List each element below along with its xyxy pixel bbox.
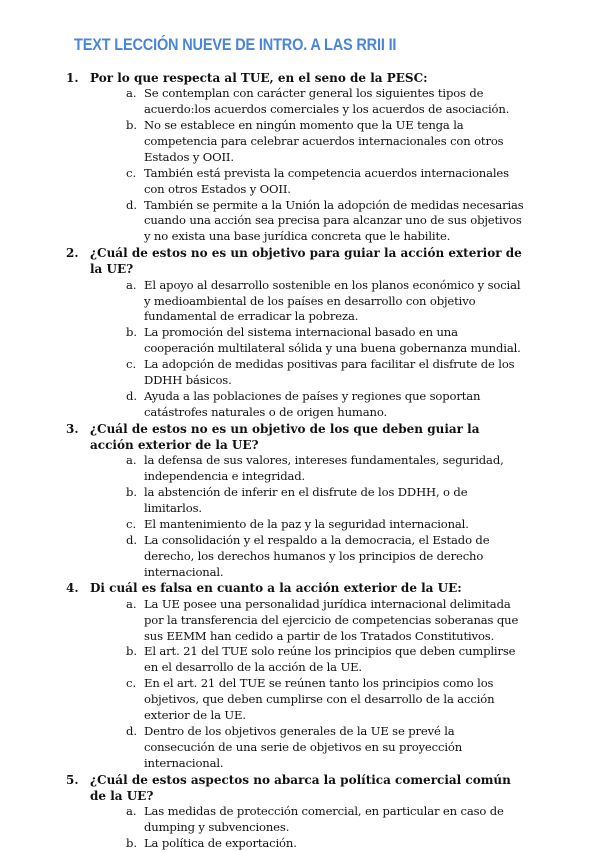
option-letter: d. [126,389,138,404]
option-letter: b. [126,118,138,133]
option-text: El mantenimiento de la paz y la seguridad internacional. [144,516,469,531]
option-d [126,389,526,421]
question-number: 4. [66,581,79,596]
option-b [126,118,526,166]
question-number: 1. [66,71,79,85]
option-letter: a. [126,596,137,611]
option-text: La política de exportación. [144,835,297,850]
option-text: La consolidación y el respaldo a la democracia, el Estado de derecho, los derechos humanos y los principios de derecho internacional. [144,532,490,579]
option-a [126,453,526,485]
option-letter: b. [126,485,138,500]
option-letter: a. [126,804,137,819]
option-text: La adopción de medidas positivas para facilitar el disfrute de los DDHH básicos. [144,357,515,388]
question-5 [66,772,526,852]
option-b [126,644,526,676]
option-a [126,596,526,645]
question-text: Di cuál es falsa en cuanto a la acción exterior de la UE: [90,581,462,596]
question-number: 3. [66,421,79,436]
option-letter: d. [126,532,138,547]
option-letter: d. [126,197,138,212]
option-text: la abstención de inferir en el disfrute de los DDHH, o de limitarlos. [144,485,468,515]
option-list [86,453,526,580]
option-a [126,277,526,326]
option-a [126,86,526,118]
option-letter: c. [126,676,137,691]
option-text: El art. 21 del TUE solo reúne los principios que deben cumplirse en el desarrollo de la acción de la UE. [144,644,516,675]
question-text: ¿Cuál de estos no es un objetivo para guiar la acción exterior de la UE? [90,246,522,277]
option-text: Se contemplan con carácter general los siguientes tipos de acuerdo:los acuerdos comerciales y los acuerdos de asociación. [144,86,510,117]
option-b [126,325,526,357]
question-list [66,70,526,852]
option-letter: b. [126,835,138,850]
option-text: En el art. 21 del TUE se reúnen tanto los principios como los objetivos, que deben cumplirse con el desarrollo de la acción exterior de la UE. [144,676,495,723]
question-number: 2. [66,246,79,261]
option-list [86,86,526,245]
option-c [126,516,526,533]
option-d [126,532,526,581]
option-b [126,485,526,517]
option-text: La promoción del sistema internacional basado en una cooperación multilateral sólida y una buena gobernanza mundial. [144,325,521,356]
question-text: Por lo que respecta al TUE, en el seno de la PESC: [90,71,428,85]
option-letter: a. [126,453,137,468]
option-a [126,804,526,836]
option-letter: a. [126,277,137,292]
question-text: ¿Cuál de estos no es un objetivo de los que deben guiar la acción exterior de la UE? [90,421,480,453]
option-letter: b. [126,325,138,340]
option-text: La UE posee una personalidad jurídica internacional delimitada por la transferencia del ejercicio de competencias soberanas que sus EEMM han cedido a partir de los Tratados Constitutivos. [144,596,519,643]
question-4 [66,580,526,771]
option-letter: d. [126,723,138,738]
option-text: También está prevista la competencia acuerdos internacionales con otros Estados y OOII. [144,165,509,196]
document-title: TEXT LECCIÓN NUEVE DE INTRO. A LAS RRII II [74,36,397,54]
question-1 [66,70,526,245]
option-letter: c. [126,357,137,372]
option-text: Ayuda a las poblaciones de países y regiones que soportan catástrofes naturales o de origen humano. [144,389,481,419]
option-c [126,357,526,389]
option-text: Dentro de los objetivos generales de la UE se prevé la consecución de una serie de objetivos en su proyección internacional. [144,723,463,770]
option-text: la defensa de sus valores, intereses fundamentales, seguridad, independencia e integridad. [144,453,504,484]
question-number: 5. [66,772,79,787]
option-c [126,676,526,724]
question-2 [66,245,526,421]
option-text: El apoyo al desarrollo sostenible en los planos económico y social y medioambiental de los países en desarrollo con objetivo fundamental de erradicar la pobreza. [144,277,521,324]
option-d [126,197,526,246]
option-list [86,278,526,421]
option-letter: b. [126,644,138,659]
option-d [126,723,526,772]
option-letter: c. [126,165,137,180]
question-text: ¿Cuál de estos aspectos no abarca la política comercial común de la UE? [90,772,511,803]
question-3 [66,421,526,581]
option-list [86,597,526,772]
option-c [126,165,526,198]
option-list [86,804,526,852]
option-b [126,835,526,852]
option-letter: a. [126,86,137,101]
option-text: No se establece en ningún momento que la UE tenga la competencia para celebrar acuerdos internacionales con otros Estados y OOII. [144,118,504,164]
option-letter: c. [126,516,137,531]
option-text: Las medidas de protección comercial, en particular en caso de dumping y subvenciones. [144,804,504,834]
option-text: También se permite a la Unión la adopción de medidas necesarias cuando una acción sea precisa para alcanzar uno de sus objetivos y no exista una base jurídica concreta que le habilite. [144,197,524,244]
